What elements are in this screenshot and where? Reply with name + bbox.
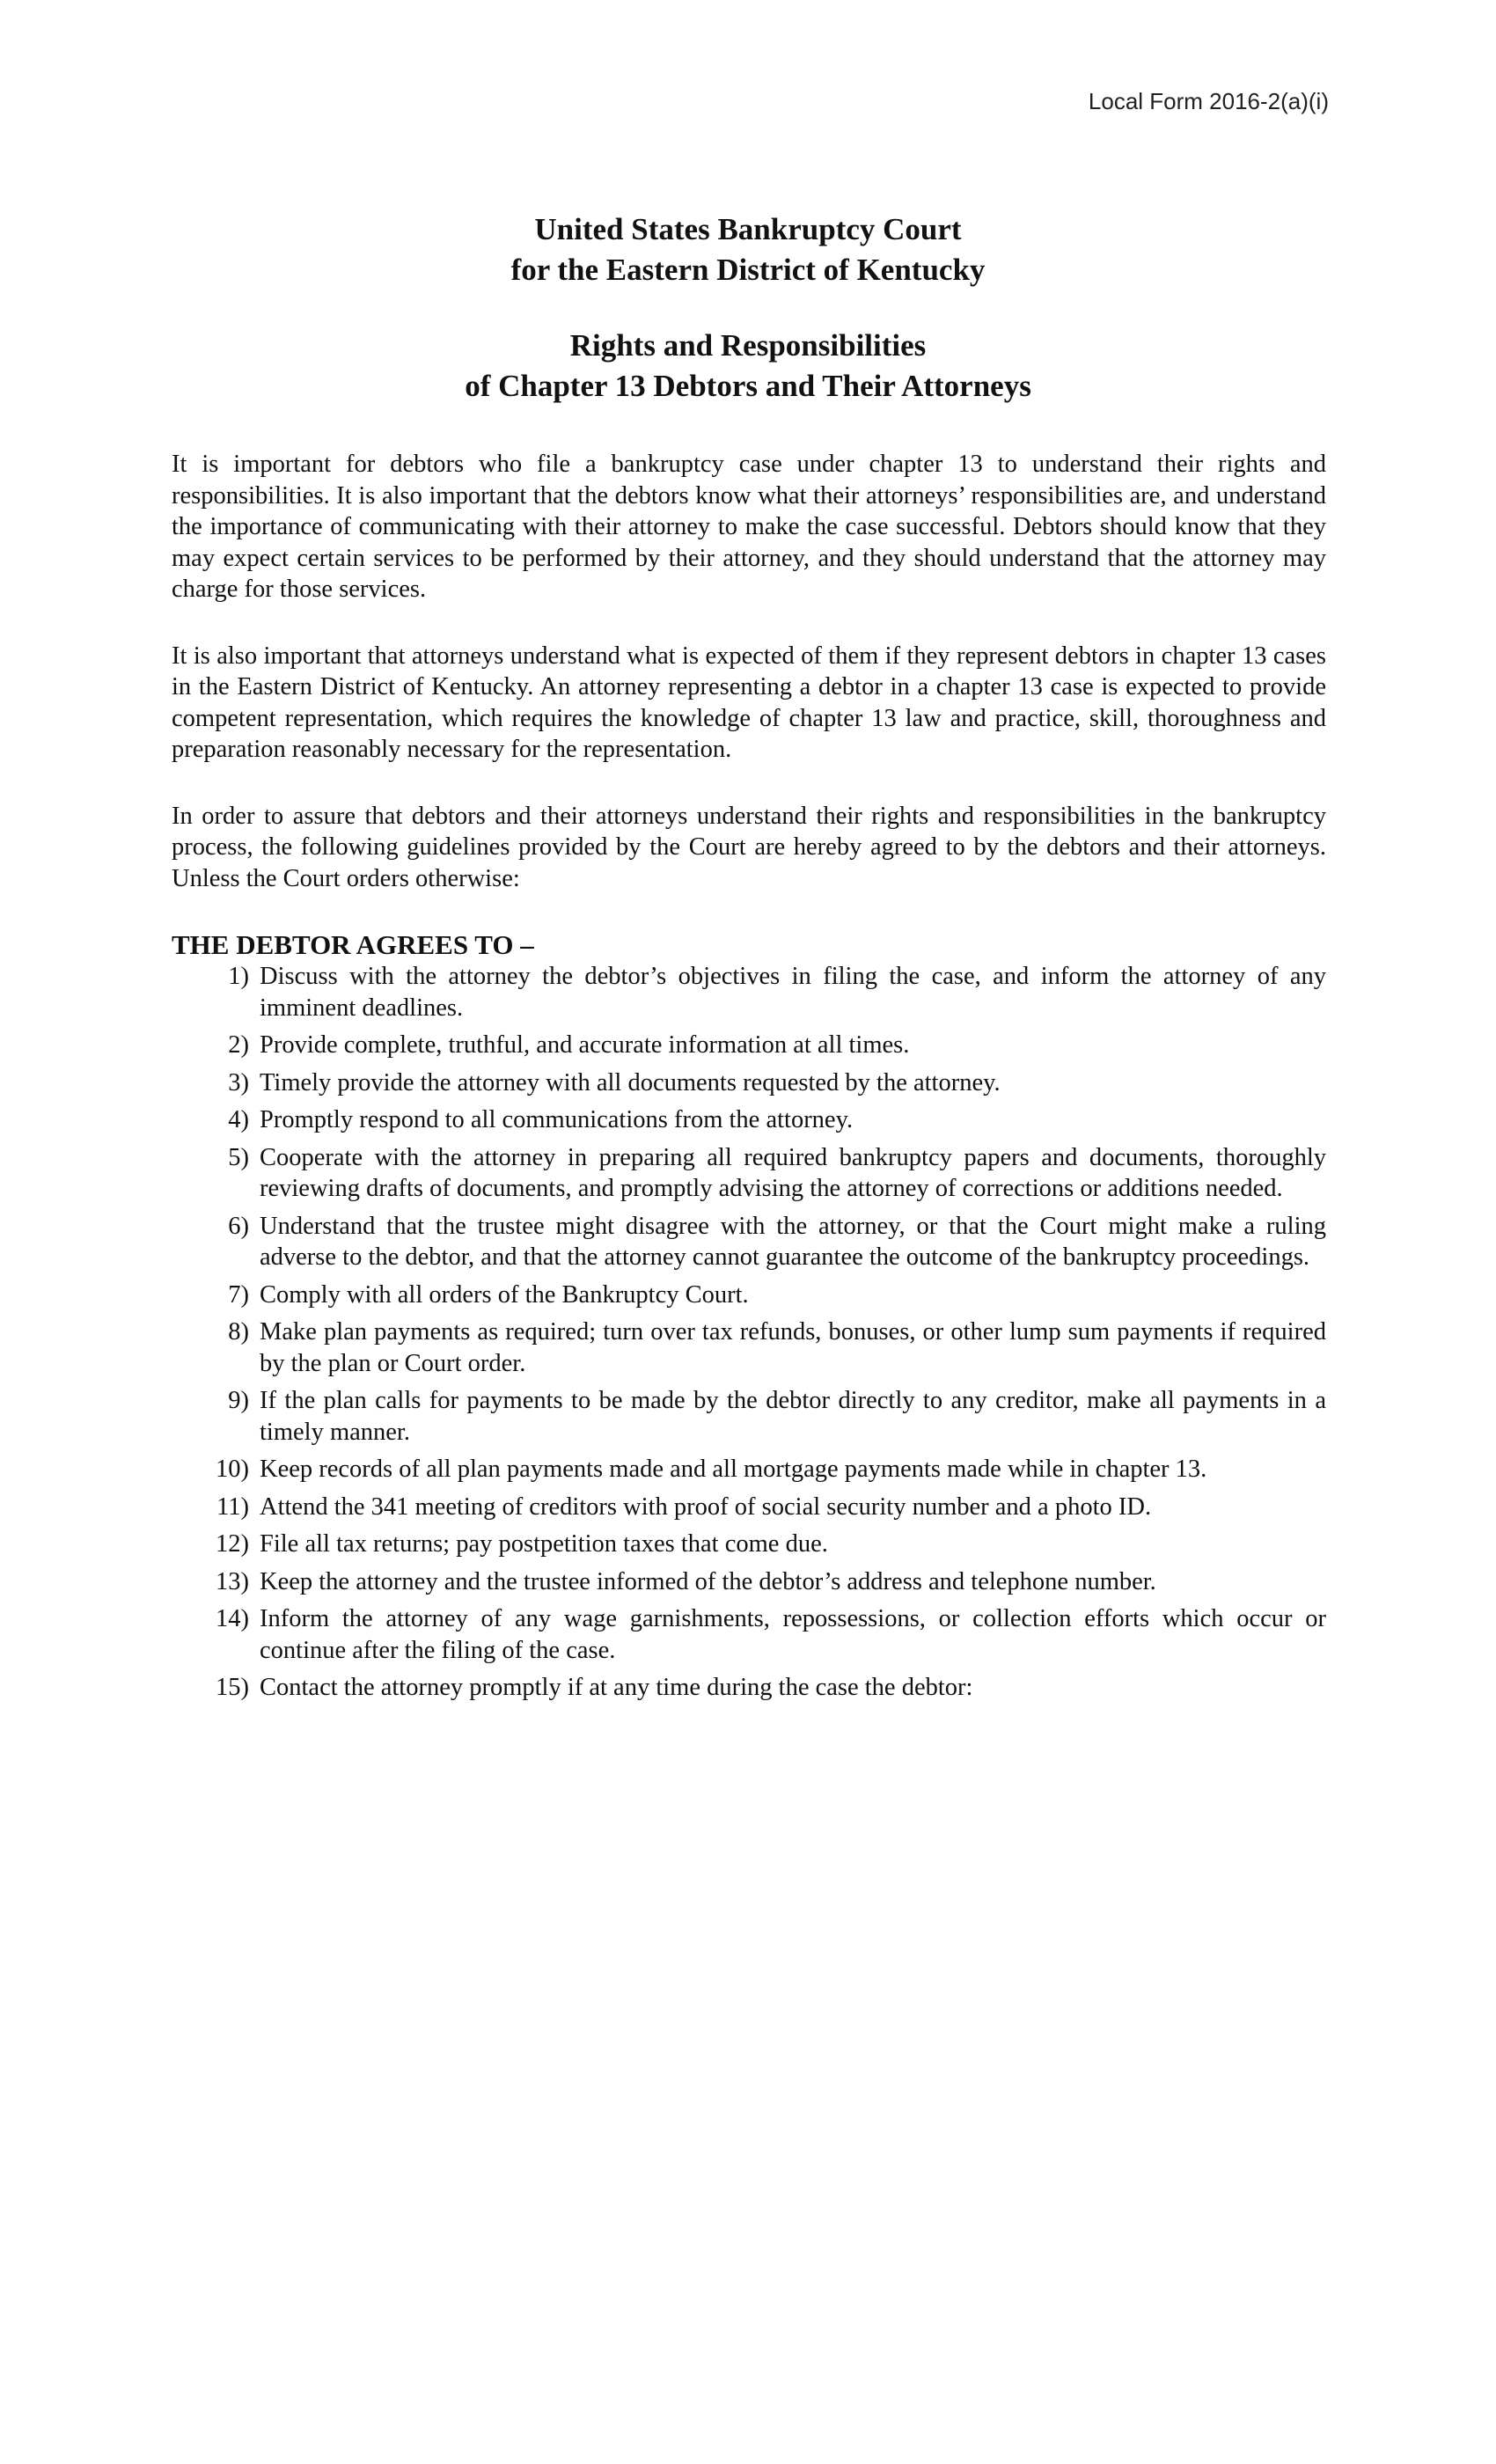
intro-paragraph-3: In order to assure that debtors and their attorneys understand their rights and responsibilities in the bankruptcy process, the following guidelines provided by the Court are hereby agreed to by the debtors and their attorneys. Unless the Court orders otherwise: bbox=[172, 802, 1326, 892]
court-line-1: United States Bankruptcy Court bbox=[534, 212, 962, 246]
intro-paragraph-1: It is important for debtors who file a bankruptcy case under chapter 13 to understand their rights and responsibilities. It is also important that the debtors know what their attorneys’ responsibilities are, and understand the importance of communicating with their attorney to make the case successful. Debtors should know that they may expect certain services to be performed by their attorney, and they should understand that the attorney may charge for those services. bbox=[172, 451, 1326, 603]
list-item-text: Keep the attorney and the trustee informed of the debtor’s address and telephone number. bbox=[260, 1567, 1156, 1595]
list-item-text: Understand that the trustee might disagree with the attorney, or that the Court might make a ruling adverse to the debtor, and that the attorney cannot guarantee the outcome of the bankruptcy proceedings. bbox=[260, 1212, 1326, 1271]
list-item-number: 10) bbox=[216, 1456, 249, 1483]
list-item-number: 11) bbox=[216, 1492, 249, 1521]
list-item-text: Make plan payments as required; turn over tax refunds, bonuses, or other lump sum payments if required by the plan or Court order. bbox=[260, 1318, 1326, 1377]
intro-paragraph-2: It is also important that attorneys understand what is expected of them if they represent debtors in chapter 13 cases in the Eastern District of Kentucky. An attorney representing a debtor in a chapter 13 case is expected to provide competent representation, which requires the knowledge of chapter 13 law and practice, skill, thoroughness and preparation reasonably necessary for the representation. bbox=[172, 642, 1326, 763]
list-item-text: File all tax returns; pay postpetition taxes that come due. bbox=[260, 1530, 828, 1558]
title-line-2: of Chapter 13 Debtors and Their Attorneys bbox=[465, 369, 1031, 403]
list-item-number: 13) bbox=[216, 1567, 249, 1595]
list-item-number: 15) bbox=[216, 1674, 249, 1701]
list-item-text: Cooperate with the attorney in preparing all required bankruptcy papers and documents, thoroughly reviewing drafts of documents, and promptly advising the attorney of corrections or additions needed. bbox=[260, 1143, 1326, 1202]
list-item-text: Contact the attorney promptly if at any time during the case the debtor: bbox=[260, 1674, 973, 1701]
list-item bbox=[172, 1529, 1326, 1560]
list-item-number: 9) bbox=[228, 1387, 249, 1414]
list-item-number: 7) bbox=[228, 1280, 249, 1309]
list-item-text: Attend the 341 meeting of creditors with proof of social security number and a photo ID. bbox=[260, 1492, 1152, 1521]
list-item bbox=[172, 1492, 1326, 1523]
list-item-number: 2) bbox=[228, 1031, 249, 1059]
list-item bbox=[172, 1280, 1326, 1311]
list-item bbox=[172, 1603, 1326, 1666]
list-item bbox=[172, 1316, 1326, 1379]
title-line-1: Rights and Responsibilities bbox=[569, 328, 927, 363]
list-item-number: 6) bbox=[228, 1212, 249, 1240]
list-item-text: If the plan calls for payments to be made by the debtor directly to any creditor, make all payments in a timely manner. bbox=[260, 1387, 1326, 1446]
form-number: Local Form 2016-2(a)(i) bbox=[1088, 88, 1329, 114]
list-item bbox=[172, 1454, 1326, 1485]
list-item-text: Comply with all orders of the Bankruptcy Court. bbox=[260, 1280, 749, 1309]
list-item-text: Keep records of all plan payments made and all mortgage payments made while in chapter 13. bbox=[260, 1456, 1207, 1483]
debtor-section-heading: THE DEBTOR AGREES TO – bbox=[172, 929, 534, 960]
document-body bbox=[172, 449, 1326, 1710]
list-item-text: Provide complete, truthful, and accurate information at all times. bbox=[260, 1031, 910, 1059]
list-item-number: 12) bbox=[216, 1530, 249, 1558]
court-line-2: for the Eastern District of Kentucky bbox=[510, 253, 986, 287]
list-item bbox=[172, 961, 1326, 1023]
list-item bbox=[172, 1211, 1326, 1273]
list-item-text: Inform the attorney of any wage garnishments, repossessions, or collection efforts which occur or continue after the filing of the case. bbox=[260, 1605, 1326, 1664]
court-name bbox=[0, 209, 1496, 290]
list-item bbox=[172, 1672, 1326, 1704]
list-item-number: 14) bbox=[216, 1605, 249, 1632]
list-item-number: 5) bbox=[228, 1143, 249, 1171]
list-item-text: Timely provide the attorney with all documents requested by the attorney. bbox=[260, 1068, 1001, 1096]
debtor-agreement-list bbox=[172, 961, 1326, 1704]
list-item bbox=[172, 1067, 1326, 1099]
list-item-number: 4) bbox=[228, 1106, 249, 1133]
list-item-text: Discuss with the attorney the debtor’s objectives in filing the case, and inform the attorney of any imminent deadlines. bbox=[260, 963, 1326, 1022]
list-item bbox=[172, 1104, 1326, 1136]
list-item-number: 3) bbox=[228, 1068, 249, 1096]
list-item bbox=[172, 1030, 1326, 1061]
list-item-text: Promptly respond to all communications from the attorney. bbox=[260, 1106, 854, 1133]
list-item bbox=[172, 1385, 1326, 1448]
list-item-number: 8) bbox=[228, 1318, 249, 1346]
document-header bbox=[0, 209, 1496, 407]
list-item bbox=[172, 1566, 1326, 1598]
list-item-number: 1) bbox=[228, 963, 249, 990]
list-item bbox=[172, 1142, 1326, 1205]
document-title bbox=[0, 326, 1496, 407]
